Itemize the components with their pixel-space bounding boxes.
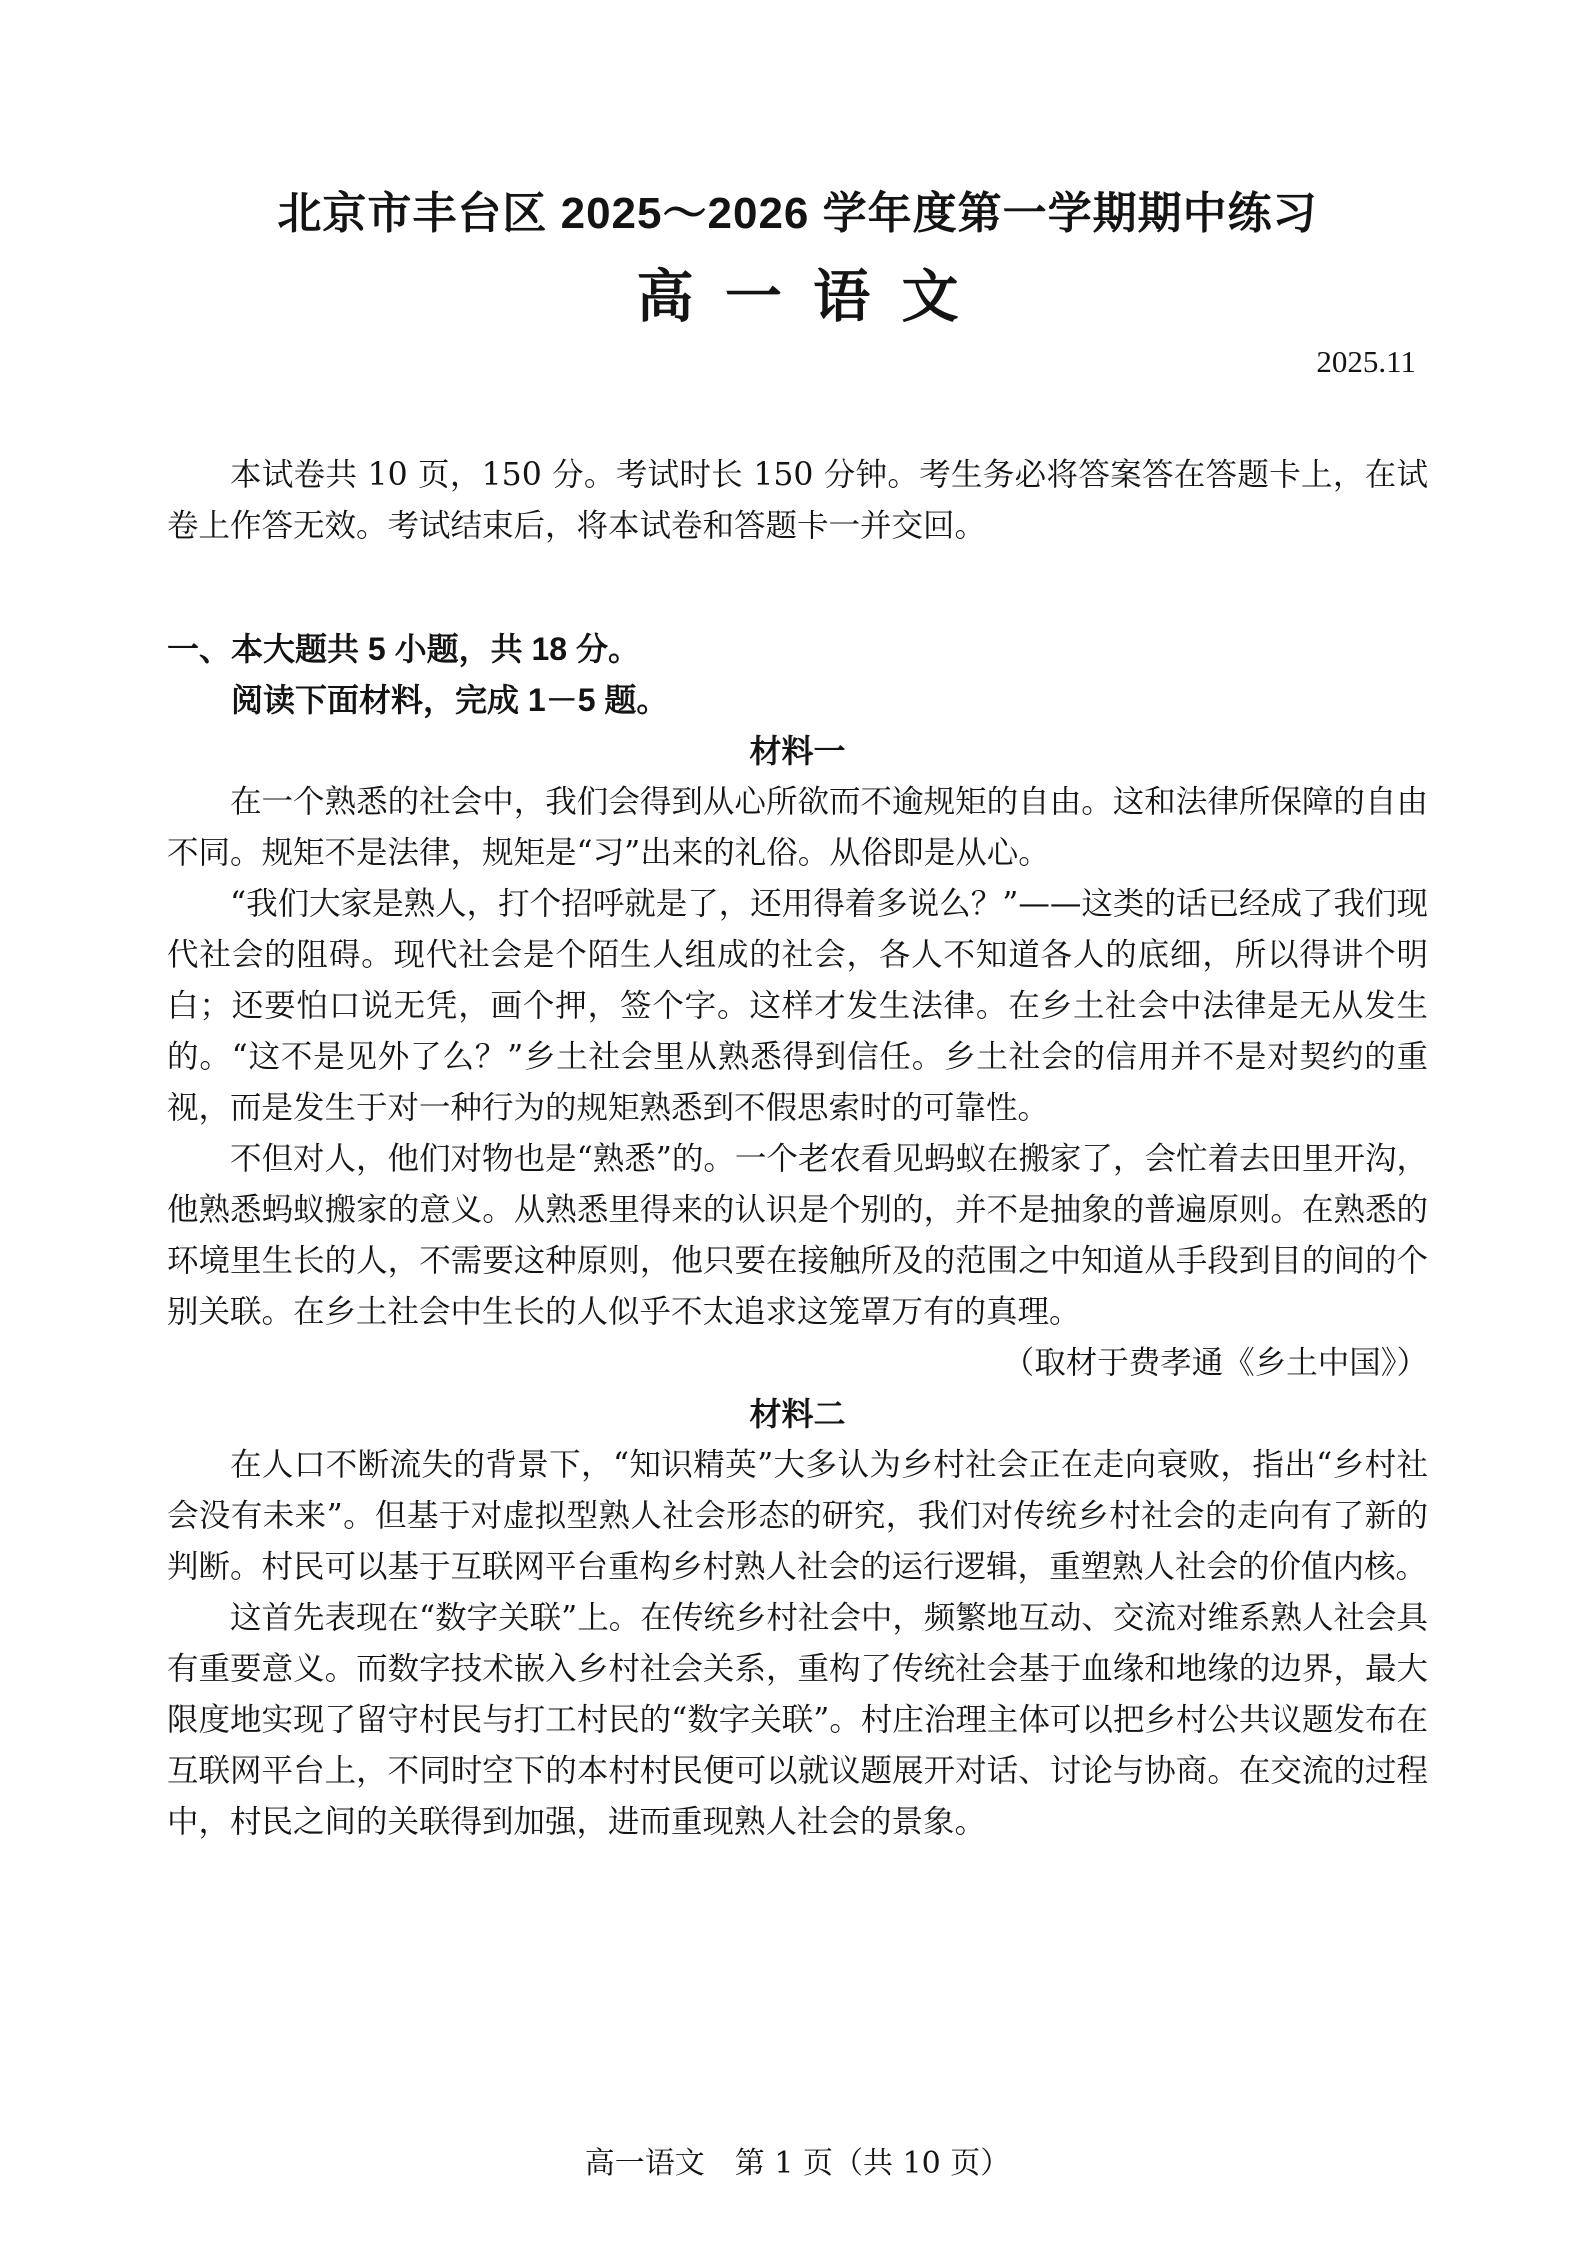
exam-date: 2025.11 (1316, 344, 1416, 380)
material-one-attribution: （取材于费孝通《乡土中国》） (1002, 1345, 1428, 1382)
material-one-paragraph: “我们大家是熟人，打个招呼就是了，还用得着多说么？”——这类的话已经成了我们现代社会的阻碍。现代社会是个陌生人组成的社会，各人不知道各人的底细，所以得讲个明白；还要怕口说无凭，画个押，签个字。这样才发生法律。在乡土社会中法律是无从发生的。“这不是见外了么？”乡土社会里从熟悉得到信任。乡土社会的信用并不是对契约的重视，而是发生于对一种行为的规矩熟悉到不假思索时的可靠性。 (167, 886, 1428, 1127)
section-one-heading: 一、本大题共 5 小题，共 18 分。 (167, 631, 640, 668)
material-two-paragraph: 这首先表现在“数字关联”上。在传统乡村社会中，频繁地互动、交流对维系熟人社会具有重要意义。而数字技术嵌入乡村社会关系，重构了传统社会基于血缘和地缘的边界，最大限度地实现了留守村民与打工村民的“数字关联”。村庄治理主体可以把乡村公共议题发布在互联网平台上，不同时空下的本村村民便可以就议题展开对话、讨论与协商。在交流的过程中，村民之间的关联得到加强，进而重现熟人社会的景象。 (167, 1600, 1428, 1841)
exam-notice: 本试卷共 10 页，150 分。考试时长 150 分钟。考生务必将答案答在答题卡上，在试卷上作答无效。考试结束后，将本试卷和答题卡一并交回。 (167, 457, 1428, 545)
page-content (167, 0, 1428, 1848)
material-two-paragraph: 在人口不断流失的背景下，“知识精英”大多认为乡村社会正在走向衰败，指出“乡村社会没有未来”。但基于对虚拟型熟人社会形态的研究，我们对传统乡村社会的走向有了新的判断。村民可以基于互联网平台重构乡村熟人社会的运行逻辑，重塑熟人社会的价值内核。 (167, 1447, 1428, 1586)
section-one-instruction: 阅读下面材料，完成 1－5 题。 (231, 682, 669, 719)
material-one-paragraph: 在一个熟悉的社会中，我们会得到从心所欲而不逾规矩的自由。这和法律所保障的自由不同。规矩不是法律，规矩是“习”出来的礼俗。从俗即是从心。 (167, 784, 1428, 872)
material-one-paragraph: 不但对人，他们对物也是“熟悉”的。一个老农看见蚂蚁在搬家了，会忙着去田里开沟，他熟悉蚂蚁搬家的意义。从熟悉里得来的认识是个别的，并不是抽象的普遍原则。在熟悉的环境里生长的人，不需要这种原则，他只要在接触所及的范围之中知道从手段到目的间的个别关联。在乡土社会中生长的人似乎不太追求这笼罩万有的真理。 (167, 1141, 1428, 1331)
material-two-heading: 材料二 (749, 1396, 846, 1433)
page-title: 北京市丰台区 2025～2026 学年度第一学期期中练习 (277, 189, 1318, 238)
footer-page-number: 高一语文 第 1 页（共 10 页） (584, 2146, 1011, 2181)
material-one-heading: 材料一 (749, 733, 846, 770)
page-subtitle: 高一语文 (636, 265, 990, 330)
